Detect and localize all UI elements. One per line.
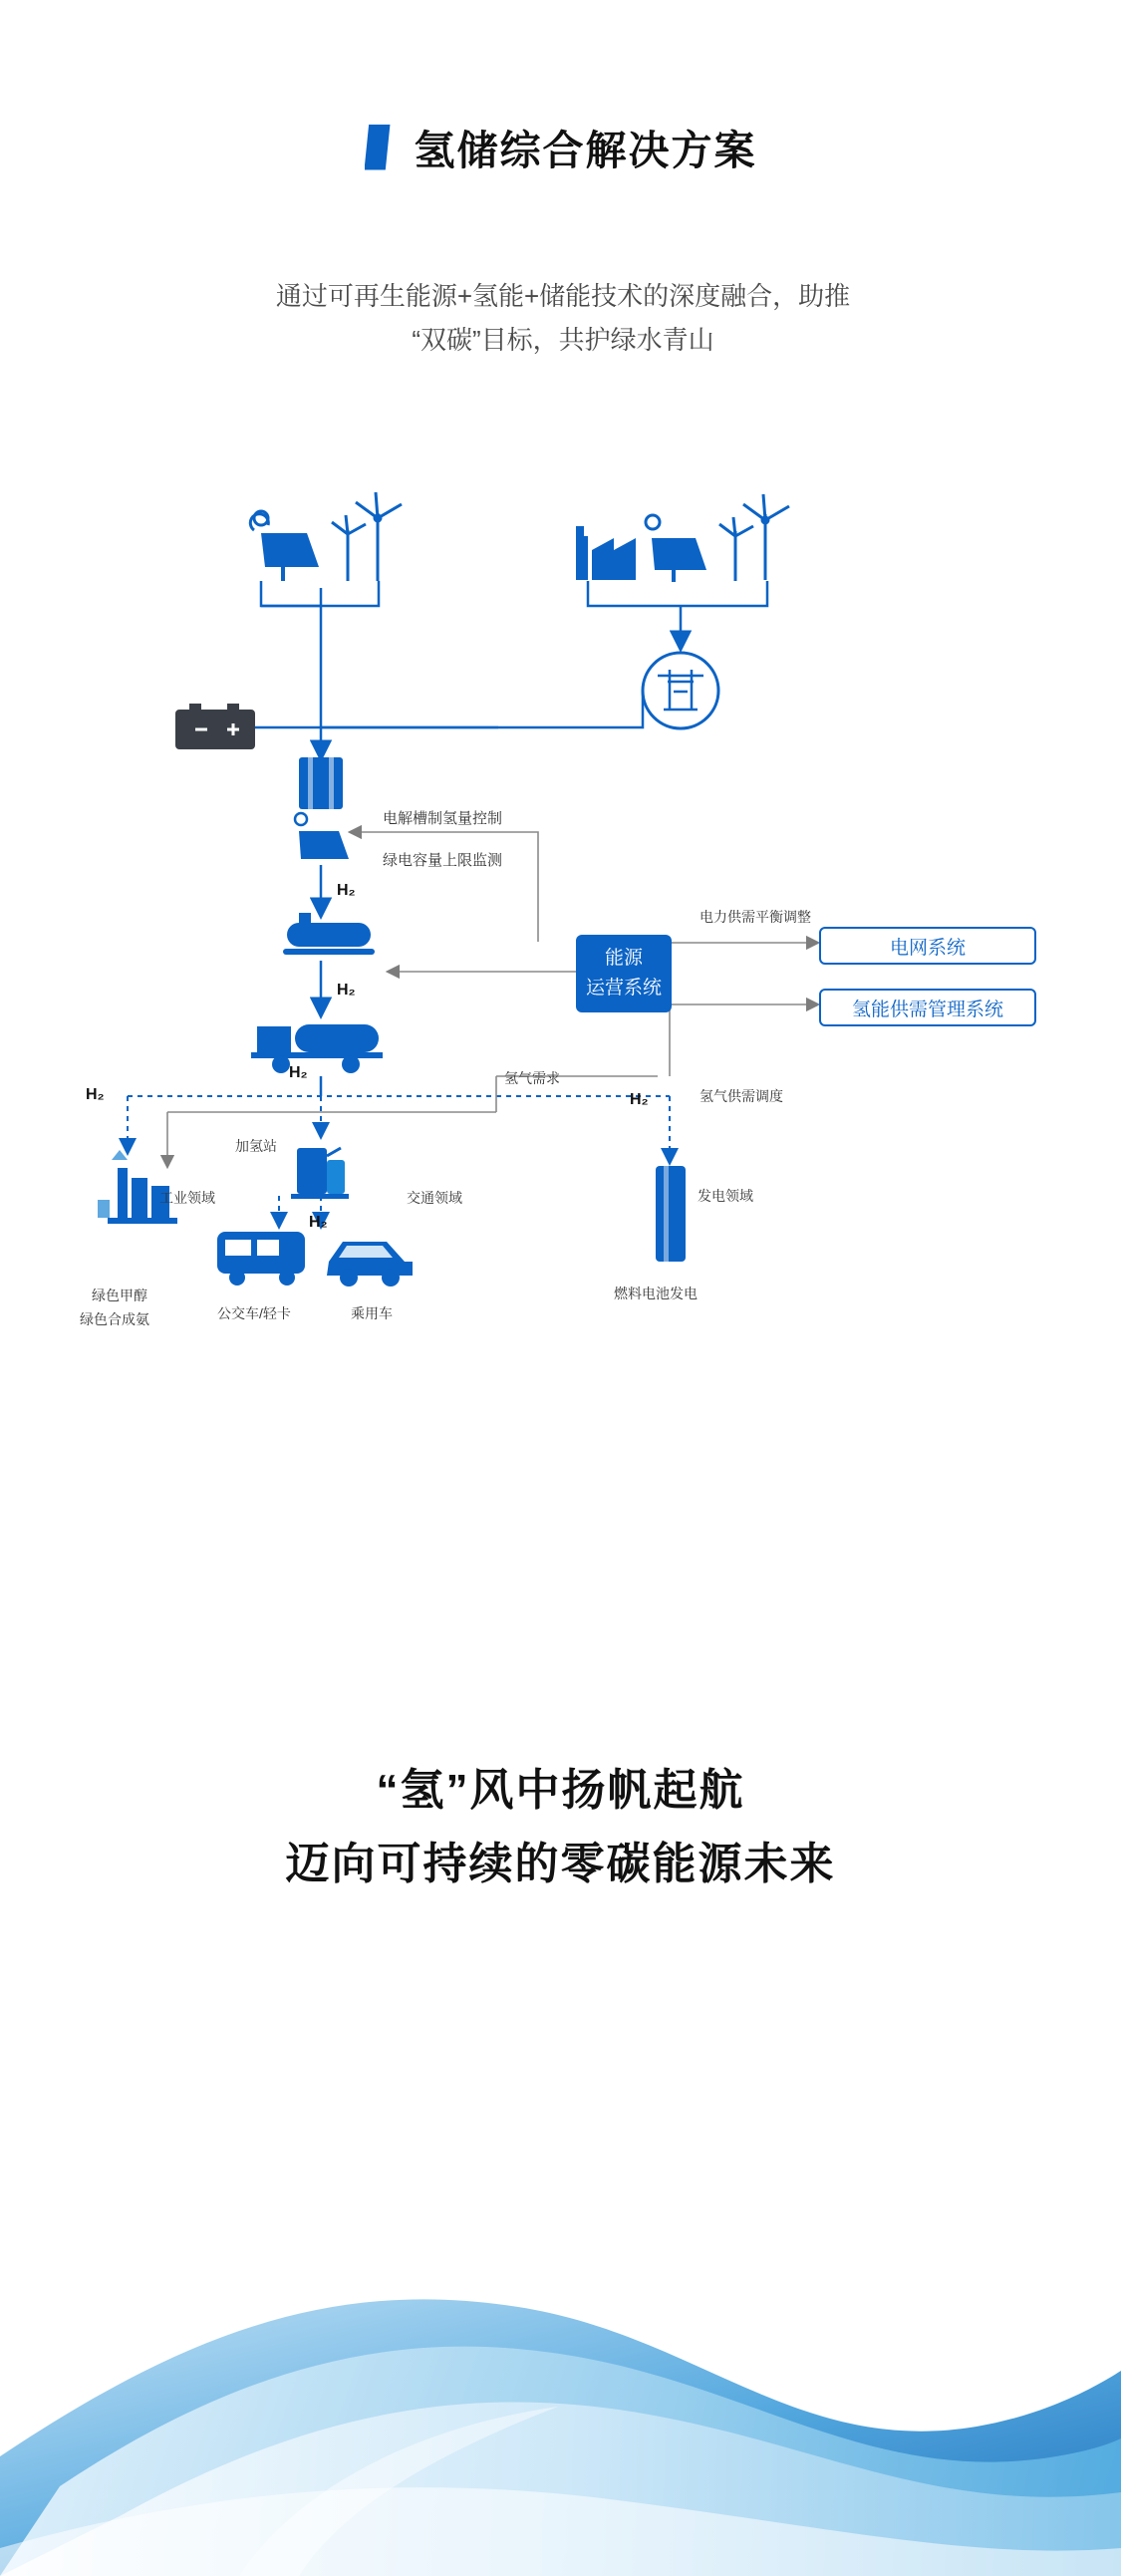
page-subtitle [70,274,1056,362]
label-green-methanol: 绿色甲醇 [92,1288,147,1303]
bottom-slogan [0,1754,1121,1901]
grid-system-label: 电网系统 [889,937,966,959]
decorative-wave-graphic [0,2157,1121,2576]
wind-turbine-icon-left [356,492,402,581]
wind-turbine-icon-left-2 [332,515,366,581]
industry-plant-icon [98,1150,177,1224]
label-h2-1: H₂ [337,882,356,899]
factory-icon [576,526,636,580]
hydrogen-supply-management-box[interactable] [819,989,1036,1026]
subtitle-line-2: “双碳”目标，共护绿水青山 [412,325,714,355]
label-h2-2: H₂ [337,982,356,999]
solar-panel-icon-small [295,813,349,859]
wind-turbine-icon-right [743,494,789,580]
label-h2-3: H₂ [289,1064,308,1081]
label-industry-field: 工业领域 [159,1190,215,1206]
energy-operation-system-box[interactable] [576,935,672,1012]
label-transport-field: 交通领域 [407,1190,462,1206]
battery-icon [175,704,255,749]
label-power-balance: 电力供需平衡调整 [700,909,811,925]
electrolyzer-icon [299,757,343,809]
passenger-car-icon [327,1242,413,1287]
hydrogen-mgmt-label: 氢能供需管理系统 [851,999,1003,1020]
label-bus-truck: 公交车/轻卡 [217,1305,291,1321]
page-title [0,118,1121,176]
label-passenger-car: 乘用车 [351,1305,393,1321]
label-h2-6: H₂ [309,1214,328,1231]
subtitle-line-1: 通过可再生能源+氢能+储能技术的深度融合，助推 [275,281,851,311]
tanker-truck-icon [251,1024,383,1073]
label-fuel-cell-power: 燃料电池发电 [614,1286,698,1301]
page-title-text: 氢储综合解决方案 [414,128,757,173]
label-h2-5: H₂ [630,1091,649,1108]
solution-flow-diagram [0,438,1121,1495]
energy-ops-line-2: 运营系统 [585,978,662,999]
title-accent-mark [365,125,391,170]
grid-system-box[interactable] [819,927,1036,965]
energy-ops-line-1: 能源 [604,948,643,969]
diagram-vector-layer [0,438,1121,1495]
fuel-cell-unit-icon [656,1166,686,1262]
slogan-line-2: 迈向可持续的零碳能源未来 [285,1840,836,1888]
label-hydrogen-dispatch: 氢气供需调度 [700,1088,783,1104]
slogan-line-1: “氢”风中扬帆起航 [376,1766,745,1815]
label-electrolyzer-control: 电解槽制氢量控制 [383,810,503,827]
label-hydrogen-station: 加氢站 [235,1138,277,1154]
label-h2-4: H₂ [86,1086,105,1103]
label-green-power-limit: 绿电容量上限监测 [383,852,503,869]
hydrogen-storage-tank-icon [283,913,375,955]
label-power-generation-field: 发电领域 [698,1188,753,1204]
hydrogen-station-icon [291,1148,349,1199]
solar-panel-icon-right [646,515,706,582]
solar-panel-icon-left [250,511,319,581]
wind-turbine-icon-right-2 [719,517,753,581]
label-hydrogen-demand: 氢气需求 [504,1070,560,1086]
label-green-ammonia: 绿色合成氨 [80,1311,149,1327]
bus-icon [217,1232,305,1286]
